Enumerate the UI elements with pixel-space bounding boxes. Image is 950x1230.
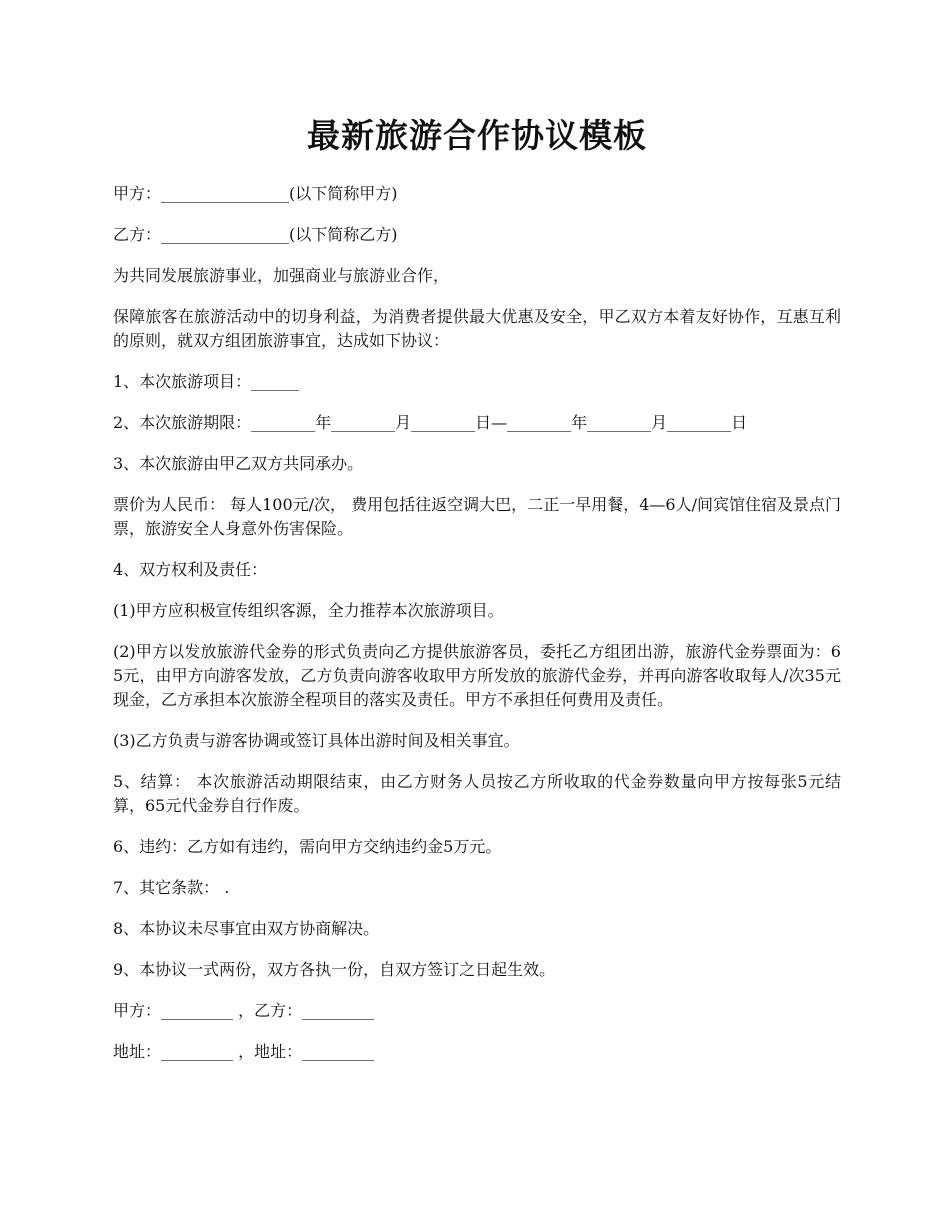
clause-7-other: 7、其它条款： .	[113, 878, 230, 897]
clause-1-project: 1、本次旅游项目：______	[113, 372, 300, 391]
clause-3-organizer: 3、本次旅游由甲乙双方共同承办。	[113, 454, 364, 473]
clause-4-item-1: (1)甲方应积极宣传组织客源，全力推荐本次旅游项目。	[113, 601, 504, 620]
clause-4-item-3: (3)乙方负责与游客协调或签订具体出游时间及相关事宜。	[113, 731, 520, 750]
ticket-price: 票价为人民币： 每人100元/次， 费用包括往返空调大巴，二正一早用餐，4—6人/间宾馆住宿及景点门票，旅游安全人身意外伤害保险。	[113, 495, 841, 538]
clause-5-settlement: 5、结算： 本次旅游活动期限结束，由乙方财务人员按乙方所收取的代金券数量向甲方按每张5元结算，65元代金券自行作废。	[113, 772, 841, 815]
clause-8-unresolved: 8、本协议未尽事宜由双方协商解决。	[113, 919, 380, 938]
clause-4-heading: 4、双方权利及责任：	[113, 560, 268, 579]
clause-2-period: 2、本次旅游期限：________年________月________日—________年________月________日	[113, 413, 748, 432]
document-page	[113, 112, 841, 1081]
intro-line-1: 为共同发展旅游事业，加强商业与旅游业合作，	[113, 266, 450, 285]
signature-line: 甲方：_________ ，乙方：_________	[113, 1001, 375, 1020]
address-line: 地址：_________ ，地址：_________	[113, 1042, 375, 1061]
party-a-line: 甲方：________________(以下简称甲方)	[113, 184, 398, 203]
clause-6-breach: 6、违约：乙方如有违约，需向甲方交纳违约金5万元。	[113, 837, 502, 856]
intro-line-2: 保障旅客在旅游活动中的切身利益，为消费者提供最大优惠及安全，甲乙双方本着友好协作，互惠互利的原则，就双方组团旅游事宜，达成如下协议：	[113, 307, 841, 350]
document-title: 最新旅游合作协议模板	[307, 116, 647, 155]
clause-9-copies: 9、本协议一式两份，双方各执一份，自双方签订之日起生效。	[113, 960, 556, 979]
party-b-line: 乙方：________________(以下简称乙方)	[113, 225, 398, 244]
clause-4-item-2: (2)甲方以发放旅游代金券的形式负责向乙方提供旅游客员，委托乙方组团出游，旅游代金券票面为：65元，由甲方向游客发放，乙方负责向游客收取甲方所发放的旅游代金券，并再向游客收取每人/次35元现金，乙方承担本次旅游全程项目的落实及责任。甲方不承担任何费用及责任。	[113, 642, 841, 709]
